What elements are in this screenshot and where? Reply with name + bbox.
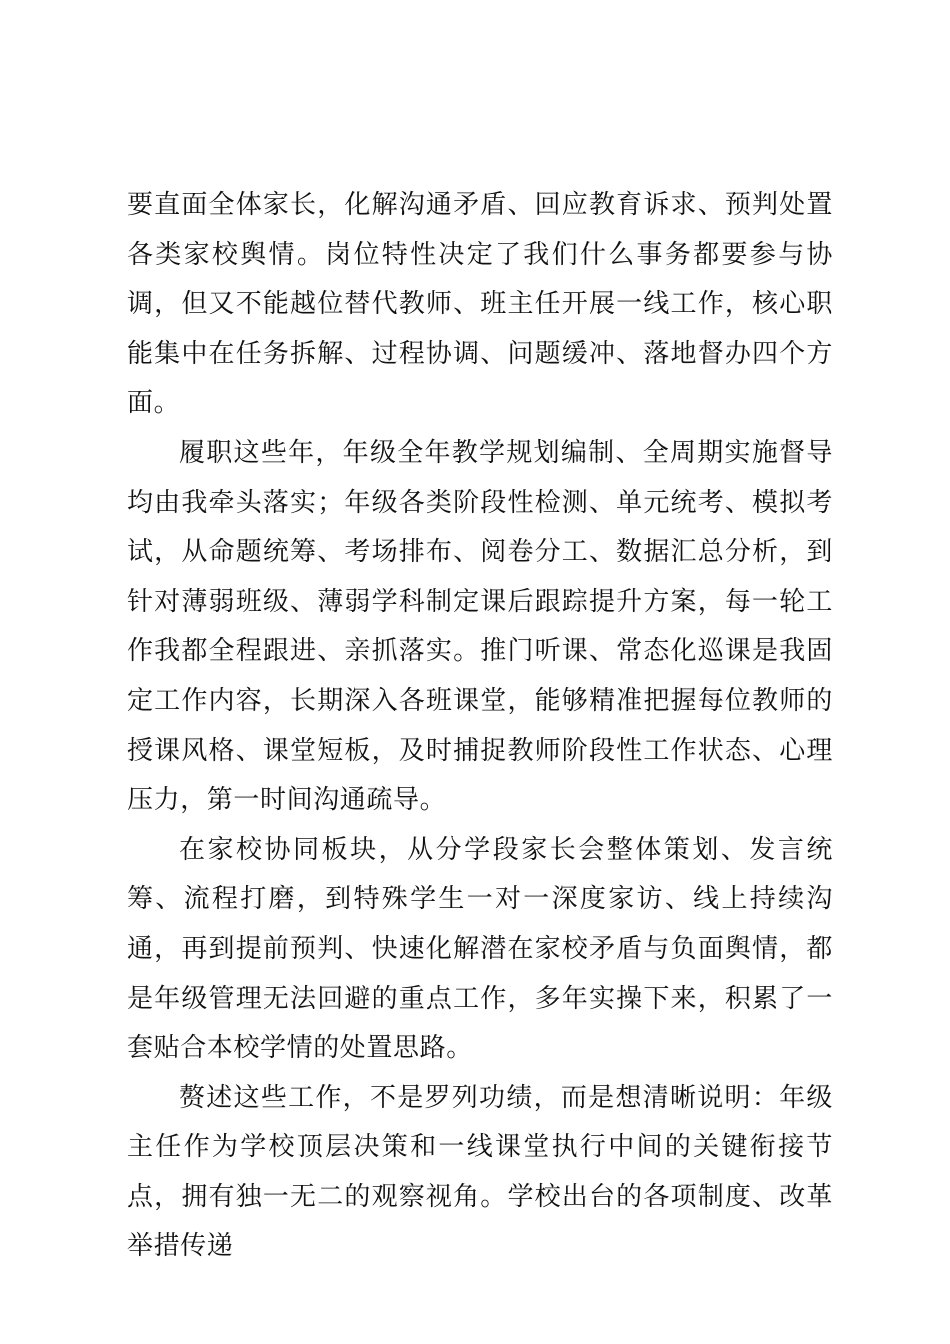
- paragraph-1: 要直面全体家长，化解沟通矛盾、回应教育诉求、预判处置各类家校舆情。岗位特性决定了我们什么事务都要参与协调，但又不能越位替代教师、班主任开展一线工作，核心职能集中在任务拆解、过程协调、问题缓冲、落地督办四个方面。: [127, 190, 833, 419]
- paragraph-3: 在家校协同板块，从分学段家长会整体策划、发言统筹、流程打磨，到特殊学生一对一深度家访、线上持续沟通，再到提前预判、快速化解潜在家校矛盾与负面舆情，都是年级管理无法回避的重点工作，多年实操下来，积累了一套贴合本校学情的处置思路。: [127, 834, 833, 1064]
- paragraph-2: 履职这些年，年级全年教学规划编制、全周期实施督导均由我牵头落实；年级各类阶段性检测、单元统考、模拟考试，从命题统筹、考场排布、阅卷分工、数据汇总分析，到针对薄弱班级、薄弱学科制定课后跟踪提升方案，每一轮工作我都全程跟进、亲抓落实。推门听课、常态化巡课是我固定工作内容，长期深入各班课堂，能够精准把握每位教师的授课风格、课堂短板，及时捕捉教师阶段性工作状态、心理压力，第一时间沟通疏导。: [127, 437, 833, 816]
- document-body: [127, 181, 833, 1272]
- paragraph-4: 赘述这些工作，不是罗列功绩，而是想清晰说明：年级主任作为学校顶层决策和一线课堂执行中间的关键衔接节点，拥有独一无二的观察视角。学校出台的各项制度、改革举措传递: [127, 1082, 833, 1262]
